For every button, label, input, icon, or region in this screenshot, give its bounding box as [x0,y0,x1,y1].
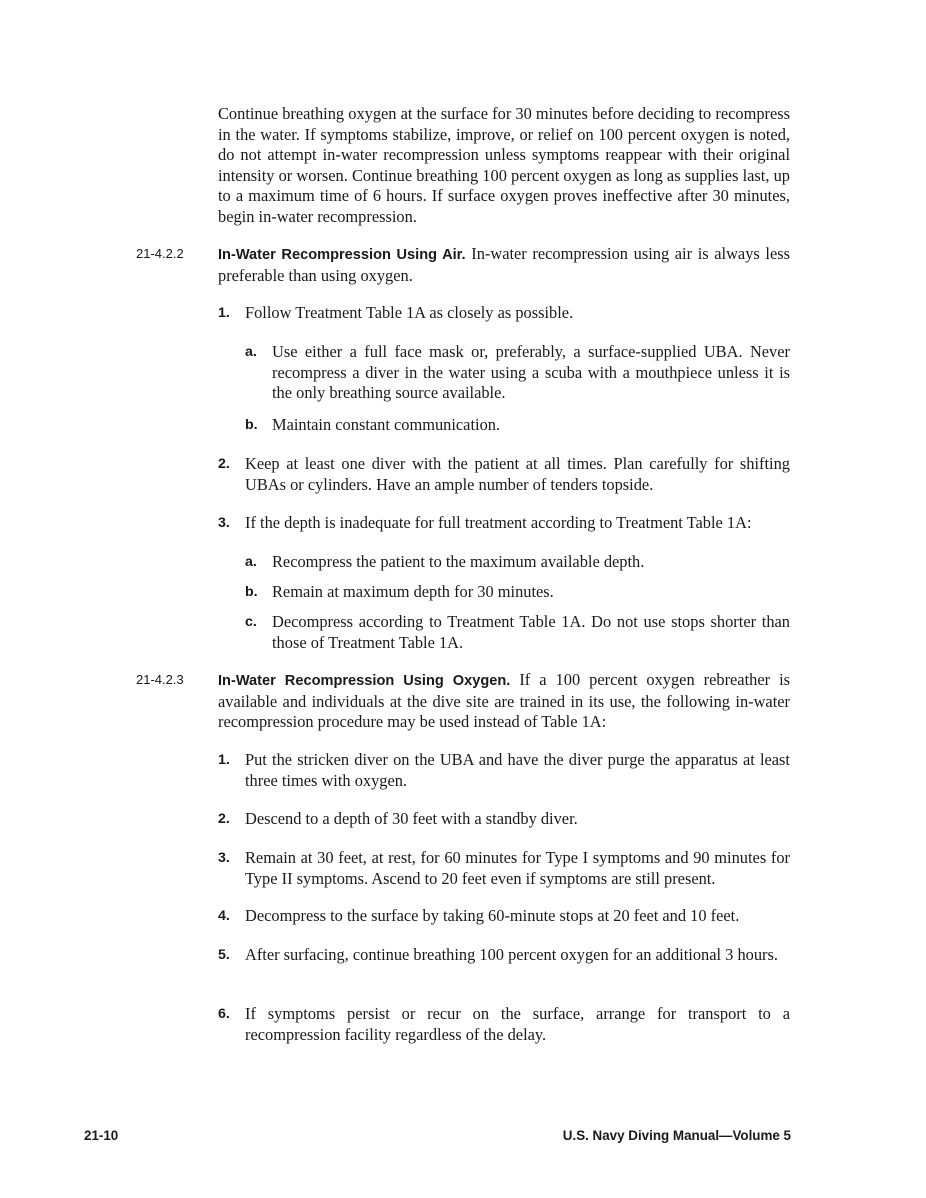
section-text-air: In-water recompression using air is always less preferable than using oxygen. [218,244,790,285]
list-item-text: Remain at 30 feet, at rest, for 60 minutes for Type I symptoms and 90 minutes for Type II symptoms. Ascend to 20 feet even if symptoms are still present. [245,848,790,888]
list-item [218,945,790,966]
section-paragraph-air [218,244,790,286]
list-item [218,848,790,889]
list-item-text: Decompress according to Treatment Table 1A. Do not use stops shorter than those of Treatment Table 1A. [272,612,790,652]
list-item-text: Remain at maximum depth for 30 minutes. [272,582,554,601]
list-item [218,454,790,495]
list-item-text: Keep at least one diver with the patient at all times. Plan carefully for shifting UBAs or cylinders. Have an ample number of tenders topside. [245,454,790,494]
list-item-text: Recompress the patient to the maximum available depth. [272,552,645,571]
section-title-air: In-Water Recompression Using Air. [218,247,466,263]
list-item-label: 2. [218,811,230,827]
section-number-oxygen: 21-4.2.3 [136,672,184,687]
section-text-oxygen: If a 100 percent oxygen rebreather is available and individuals at the dive site are trained in its use, the following in-water recompression procedure may be used instead of Table 1A: [218,670,791,731]
list-item-text: Decompress to the surface by taking 60-minute stops at 20 feet and 10 feet. [245,906,740,925]
list-item-label: 5. [218,947,230,963]
list-item-label: a. [245,554,257,570]
list-item-label: 1. [218,752,230,768]
list-item-label: 2. [218,456,230,472]
list-item-label: 3. [218,515,230,531]
list-item-label: 6. [218,1006,230,1022]
list-subitem [245,612,790,653]
list-item-label: 4. [218,908,230,924]
list-item [218,303,790,324]
section-number-air: 21-4.2.2 [136,246,184,261]
list-item-label: a. [245,344,257,360]
intro-paragraph: Continue breathing oxygen at the surface for 30 minutes before deciding to recompress in the water. If symptoms stabilize, improve, or relief on 100 percent oxygen is noted, do not attempt in-water recompression unless symptoms reappear with their original intensity or worsen. Continue breathing 100 percent oxygen as long as supplies last, up to a maximum time of 6 hours. If surface oxygen proves ineffective after 30 minutes, begin in-water recompression. [218,104,790,226]
section-title-oxygen: In-Water Recompression Using Oxygen. [218,673,511,689]
footer-manual-title: U.S. Navy Diving Manual—Volume 5 [562,1128,791,1143]
list-item-label: c. [245,614,257,630]
list-item-label: 3. [218,850,230,866]
list-item [218,809,790,830]
footer-page-number: 21-10 [84,1128,119,1143]
list-item-label: b. [245,417,258,433]
section-paragraph-oxygen [218,670,790,733]
list-subitem [245,582,790,603]
list-item-label: b. [245,584,258,600]
list-item-text: Put the stricken diver on the UBA and have the diver purge the apparatus at least three times with oxygen. [245,750,790,790]
list-item-text: If symptoms persist or recur on the surface, arrange for transport to a recompression facility regardless of the delay. [245,1004,790,1044]
list-item-text: Follow Treatment Table 1A as closely as possible. [245,303,574,322]
list-subitem [245,552,790,573]
list-item-label: 1. [218,305,230,321]
list-item [218,513,790,534]
list-item-text: Maintain constant communication. [272,415,501,434]
list-item [218,750,790,791]
list-item [218,906,790,927]
list-item-text: After surfacing, continue breathing 100 percent oxygen for an additional 3 hours. [245,945,778,964]
list-subitem [245,415,790,436]
list-item-text: If the depth is inadequate for full treatment according to Treatment Table 1A: [245,513,752,532]
list-subitem [245,342,790,404]
list-item-text: Descend to a depth of 30 feet with a standby diver. [245,809,578,828]
list-item [218,1004,790,1045]
list-item-text: Use either a full face mask or, preferably, a surface-supplied UBA. Never recompress a diver in the water using a scuba with a mouthpiece unless it is the only breathing source available. [272,342,790,402]
